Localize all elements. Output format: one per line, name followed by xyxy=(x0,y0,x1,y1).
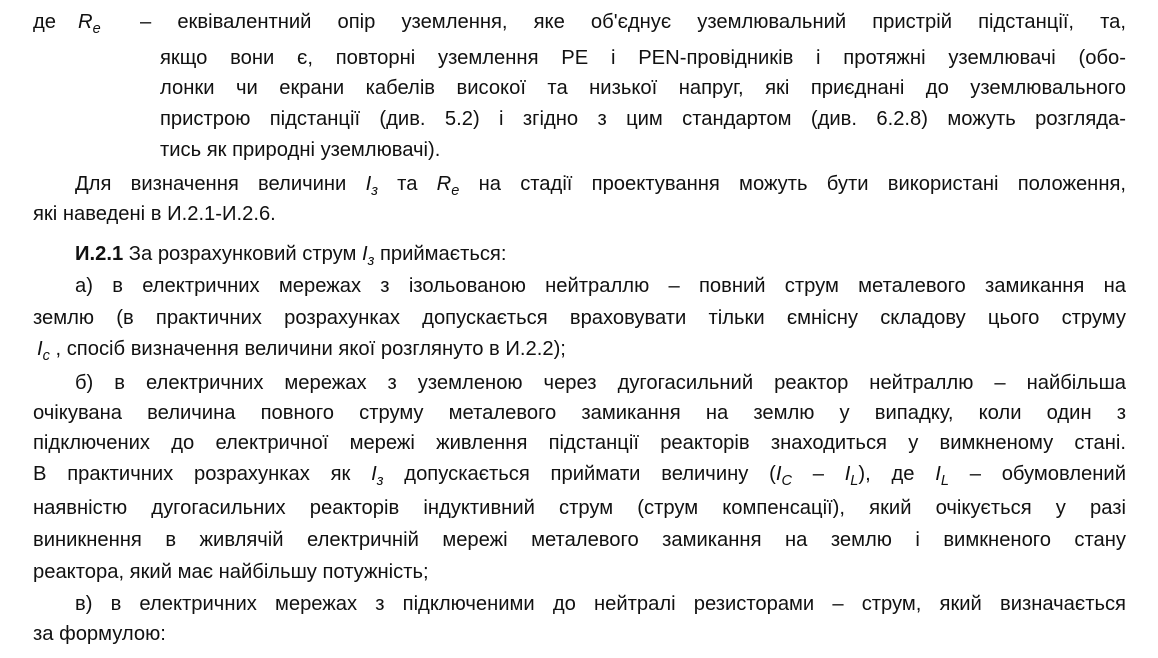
item-b-line-5: наявністю дугогасильних реакторів індуктивний струм (струм компенсації), який очікується у разі xyxy=(33,497,1126,519)
item-v-line-1: в) в електричних мережах з підключеними до нейтралі резисторами – струм, який визначається xyxy=(75,593,1126,615)
item-a-line-1: а) в електричних мережах з ізольованою нейтраллю – повний струм металевого замикання на xyxy=(75,275,1126,297)
item-b-line-2: очікувана величина повного струму металевого замикання на землю у випадку, коли один з xyxy=(33,402,1126,424)
item-v-line-2: за формулою: xyxy=(33,623,166,645)
definition-line-3: лонки чи екрани кабелів високої та низької напруг, які приєднані до уземлювального xyxy=(160,77,1126,99)
item-b-line-1: б) в електричних мережах з уземленою через дугогасильний реактор нейтраллю – найбільша xyxy=(75,372,1126,394)
paragraph-1-line-2: які наведені в И.2.1-И.2.6. xyxy=(33,203,276,225)
item-b-line-7: реактора, який має найбільшу потужність; xyxy=(33,561,429,583)
item-a-line-2: землю (в практичних розрахунках допускається враховувати тільки ємнісну складову цього струму xyxy=(33,307,1126,329)
item-a-line-3: $I_c$ , спосіб визначення величини якої розглянуто в И.2.2); xyxy=(37,338,566,365)
section-heading: И.2.1 За розрахунковий струм $I_з$ приймається: xyxy=(75,243,507,270)
item-b-line-6: виникнення в живлячій електричній мережі металевого замикання на землю і вимкненого стану xyxy=(33,529,1126,551)
definition-line-1: – еквівалентний опір уземлення, яке об'єднує уземлювальний пристрій підстанції, та, xyxy=(140,11,1126,33)
item-b-line-4: В практичних розрахунках як $I_з$ допускається приймати величину $(I_C - I_L)$, де $I_L$ – обумовлений xyxy=(33,463,1126,490)
section-number: И.2.1 xyxy=(75,243,124,265)
definition-line-5: тись як природні уземлювачі). xyxy=(160,139,441,161)
paragraph-1-line-1: Для визначення величини $I_з$ та $R_e$ на стадії проектування можуть бути використані положення, xyxy=(75,173,1127,200)
definition-where: де xyxy=(33,11,57,33)
definition-line-4: пристрою підстанції (див. 5.2) і згідно з цим стандартом (див. 6.2.8) можуть розгляда- xyxy=(160,108,1126,130)
definition-symbol: $R_e$ xyxy=(78,11,101,38)
item-b-line-3: підключених до електричної мережі живлення підстанції реакторів знаходиться у вимкненому стані. xyxy=(33,432,1126,454)
definition-line-2: якщо вони є, повторні уземлення PE і PEN-провідників і протяжні уземлювачі (обо- xyxy=(160,47,1126,69)
